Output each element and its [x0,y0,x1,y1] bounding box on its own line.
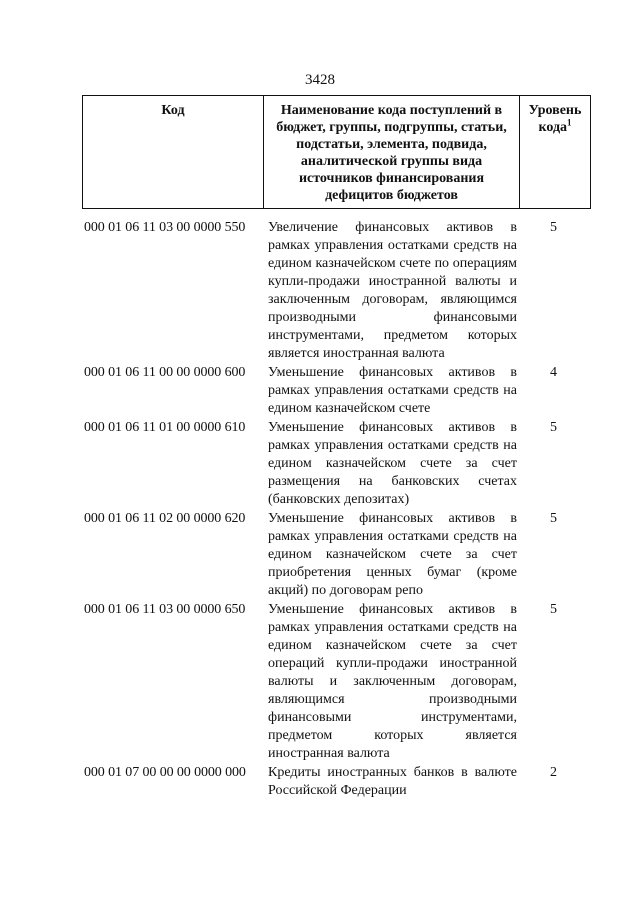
table-header [82,95,591,209]
header-name-label: Наименование кода поступлений в бюджет, группы, подгруппы, статьи, подстатьи, элемента, подвида, аналитической группы вида источников финансирования дефицитов бюджетов [276,103,507,203]
header-level-footnote: 1 [567,117,572,128]
row-level: 2 [550,765,557,780]
header-level-label: Уровень кода [528,103,582,135]
row-level: 5 [550,511,557,526]
row-level: 5 [550,220,557,235]
row-name: Уменьшение финансовых активов в рамках управления остатками средств на едином казначейском счете за счет приобретения ценных бумаг (кроме акций) по договорам репо [268,511,517,598]
table-row [84,510,584,600]
row-name: Кредиты иностранных банков в валюте Российской Федерации [268,765,517,798]
row-name: Уменьшение финансовых активов в рамках управления остатками средств на едином казначейском счете за счет операций купли-продажи иностранной валюты и заключенным договорам, являющимся производными финансовыми инструментами, предметом которых является иностранная валюта [268,602,517,761]
table-row [84,764,584,800]
row-code: 000 01 07 00 00 00 0000 000 [84,765,246,780]
header-level [520,96,591,209]
table-row [84,219,584,363]
row-name: Уменьшение финансовых активов в рамках управления остатками средств на едином казначейском счете [268,365,517,416]
row-code: 000 01 06 11 01 00 0000 610 [84,420,246,435]
row-level: 5 [550,602,557,617]
header-name [264,96,520,209]
row-name: Увеличение финансовых активов в рамках управления остатками средств на едином казначейском счете по операциям купли-продажи иностранной валюты и заключенным договорам, являющимся производными финансовыми инструментами, предметом которых является иностранная валюта [268,220,517,361]
row-code: 000 01 06 11 03 00 0000 550 [84,220,246,235]
table-row [84,419,584,509]
row-code: 000 01 06 11 03 00 0000 650 [84,602,246,617]
page-number: 3428 [305,72,335,88]
table-row [84,601,584,763]
row-level: 4 [550,365,557,380]
row-name: Уменьшение финансовых активов в рамках управления остатками средств на едином казначейском счете за счет размещения на банковских счетах (банковских депозитах) [268,420,517,507]
row-code: 000 01 06 11 02 00 0000 620 [84,511,246,526]
row-level: 5 [550,420,557,435]
header-code-label: Код [161,103,185,118]
row-code: 000 01 06 11 00 00 0000 600 [84,365,246,380]
table-row [84,364,584,418]
table-body [84,219,584,801]
header-code [83,96,264,209]
